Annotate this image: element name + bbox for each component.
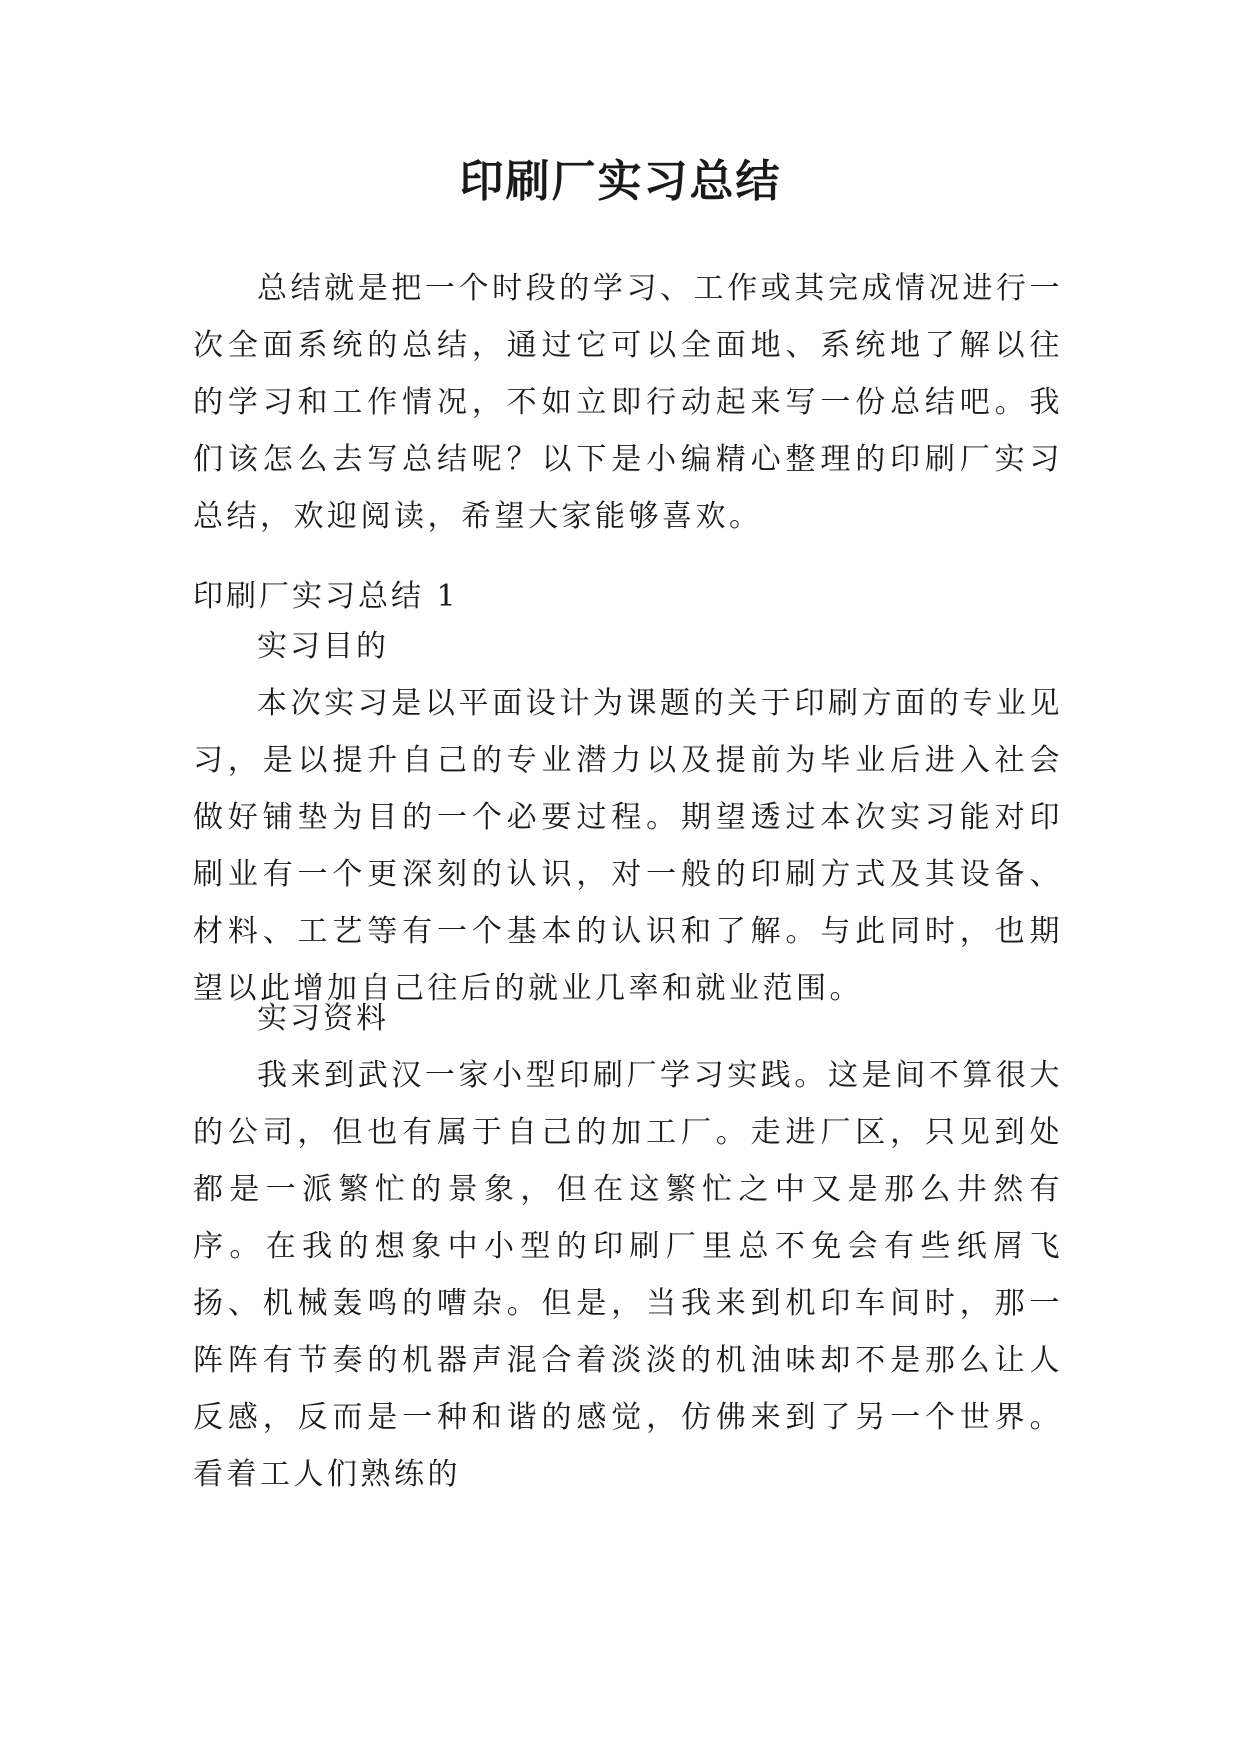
purpose-paragraph: 本次实习是以平面设计为课题的关于印刷方面的专业见习，是以提升自己的专业潜力以及提前为毕业后进入社会做好铺垫为目的一个必要过程。期望透过本次实习能对印刷业有一个更深刻的认识，对一般的印刷方式及其设备、材料、工艺等有一个基本的认识和了解。与此同时，也期望以此增加自己往后的就业几率和就业范围。	[193, 686, 1063, 1006]
purpose-heading: 实习目的	[257, 629, 389, 664]
materials-heading: 实习资料	[257, 1001, 389, 1036]
materials-paragraph: 我来到武汉一家小型印刷厂学习实践。这是间不算很大的公司，但也有属于自己的加工厂。走进厂区，只见到处都是一派繁忙的景象，但在这繁忙之中又是那么井然有序。在我的想象中小型的印刷厂里总不免会有些纸屑飞扬、机械轰鸣的嘈杂。但是，当我来到机印车间时，那一阵阵有节奏的机器声混合着淡淡的机油味却不是那么让人反感，反而是一种和谐的感觉，仿佛来到了另一个世界。看着工人们熟练的	[193, 1058, 1063, 1492]
section-heading: 印刷厂实习总结 1	[193, 579, 459, 614]
document-title: 印刷厂实习总结	[459, 156, 782, 207]
intro-paragraph: 总结就是把一个时段的学习、工作或其完成情况进行一次全面系统的总结，通过它可以全面地、系统地了解以往的学习和工作情况，不如立即行动起来写一份总结吧。我们该怎么去写总结呢？以下是小编精心整理的印刷厂实习总结，欢迎阅读，希望大家能够喜欢。	[193, 271, 1063, 534]
